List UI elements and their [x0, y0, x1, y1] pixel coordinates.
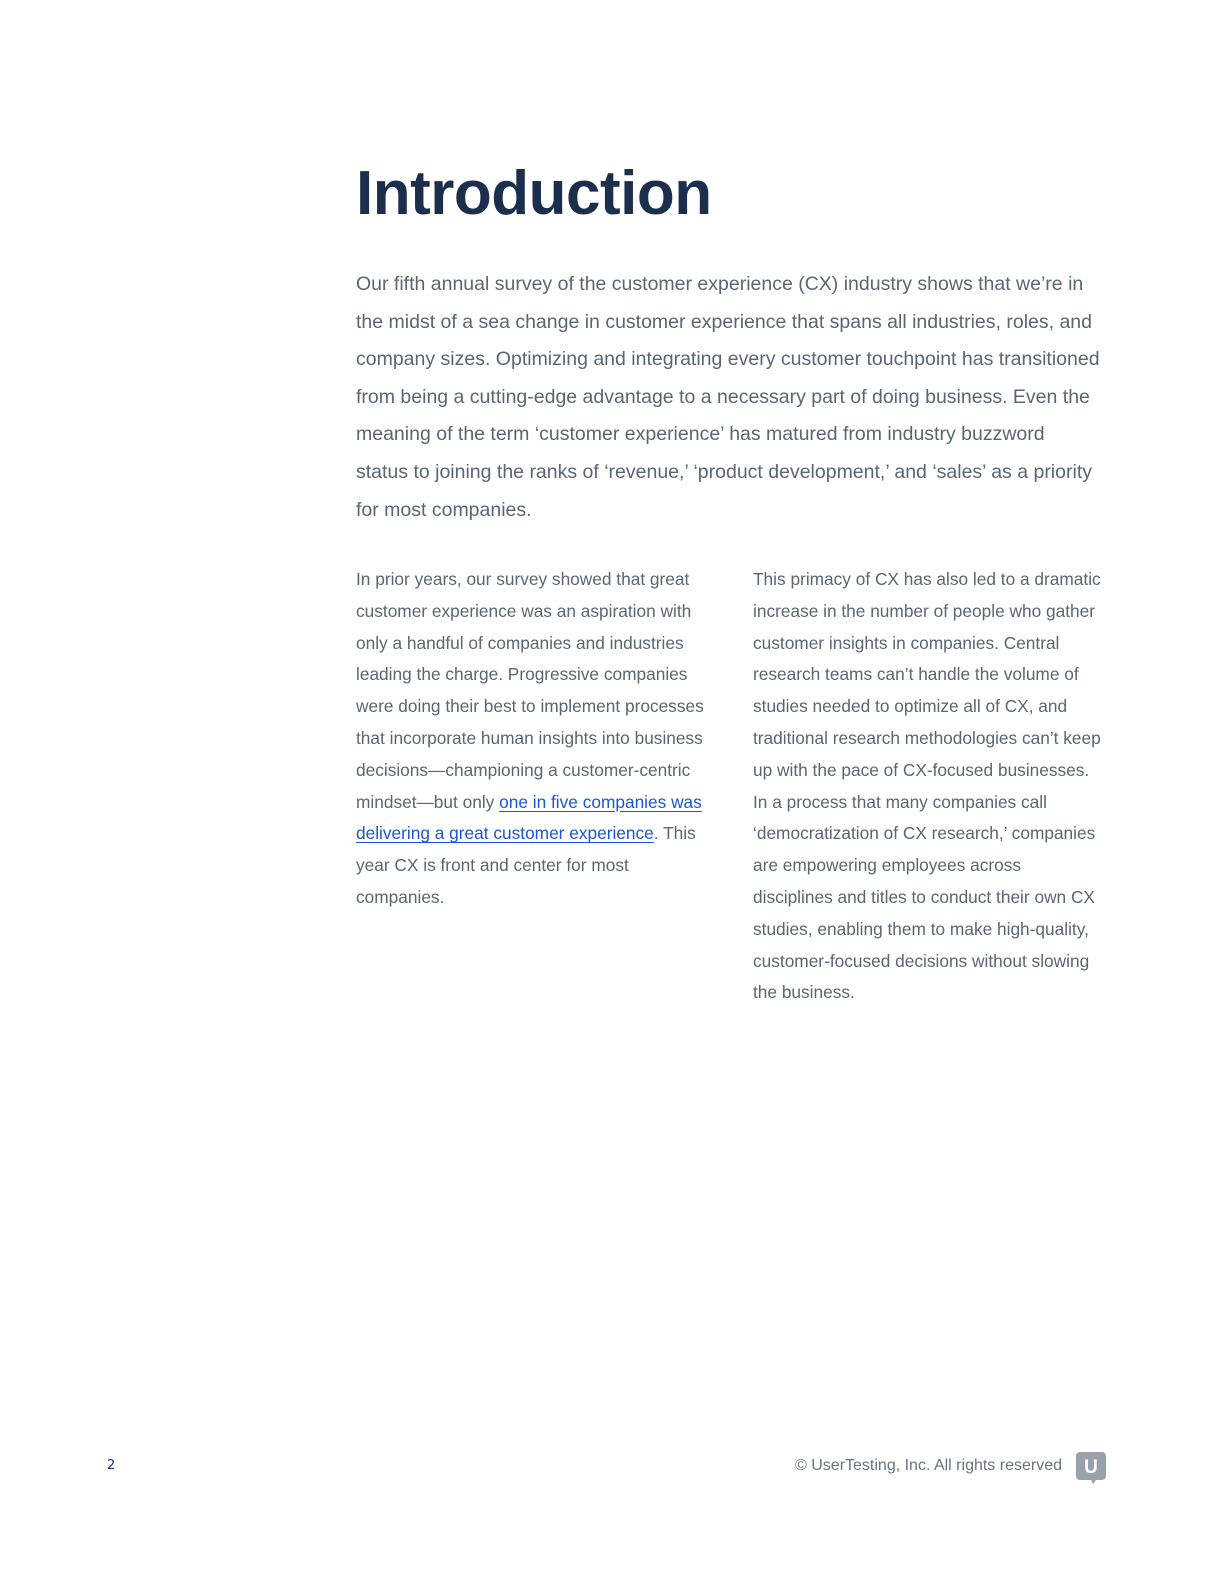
- usertesting-logo-icon: [1076, 1452, 1106, 1484]
- page-number: 2: [107, 1458, 116, 1473]
- copyright-notice: © UserTesting, Inc. All rights reserved: [795, 1457, 1062, 1474]
- right-column-paragraph: This primacy of CX has also led to a dramatic increase in the number of people who gather customer insights in companies. Central research teams can’t handle the volume of studies needed to optimize all of CX, and traditional research methodologies can’t keep up with the pace of CX-focused businesses. In a process that many companies call ‘democratization of CX research,’ companies are empowering employees across disciplines and titles to conduct their own CX studies, enabling them to make high-quality, customer-focused decisions without slowing the business.: [753, 569, 1101, 1003]
- customer-experience-link[interactable]: one in five companies was delivering a great customer experience: [356, 791, 702, 844]
- logo-letter: U: [1084, 1457, 1098, 1478]
- left-column-text-after-link: . This year CX is front and center for most companies.: [356, 823, 696, 907]
- page-title: Introduction: [356, 159, 712, 228]
- left-column-paragraph: [356, 564, 716, 914]
- left-column-text-before-link: In prior years, our survey showed that great customer experience was an aspiration with only a handful of companies and industries leading the charge. Progressive companies were doing their best to implement processes that incorporate human insights into business decisions—championing a customer-centric mindset—but only: [356, 569, 704, 812]
- lead-paragraph: Our fifth annual survey of the customer experience (CX) industry shows that we’re in the midst of a sea change in customer experience that spans all industries, roles, and company sizes. Optimizing and integrating every customer touchpoint has transitioned from being a cutting-edge advantage to a necessary part of doing business. Even the meaning of the term ‘customer experience’ has matured from industry buzzword status to joining the ranks of ‘revenue,’ ‘product development,’ and ‘sales’ as a priority for most companies.: [356, 273, 1100, 521]
